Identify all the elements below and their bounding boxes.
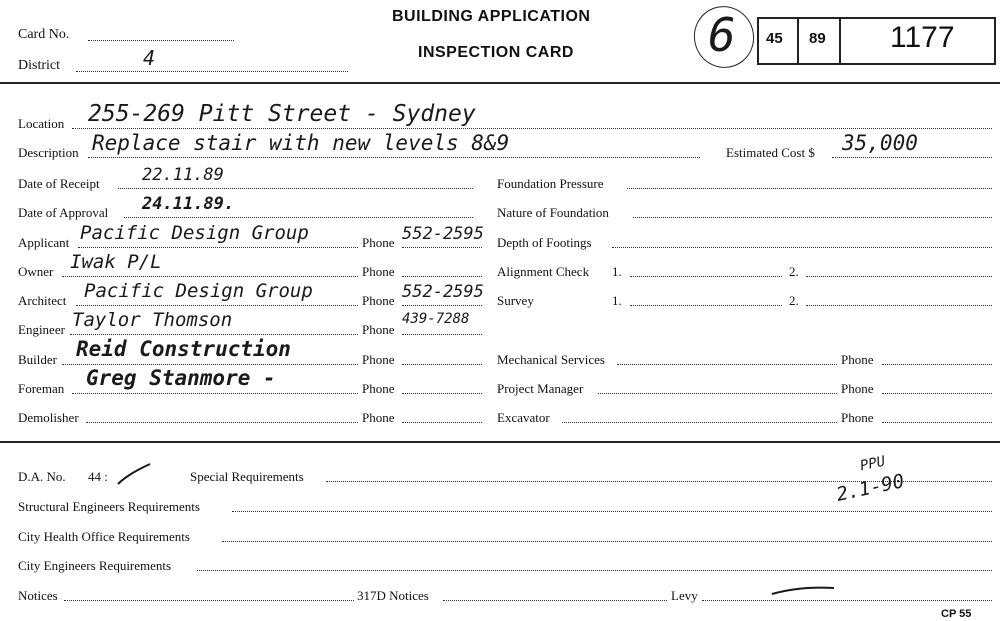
ppu-date: 2.1-90 [834,470,907,506]
builder-value: Reid Construction [76,337,291,361]
architect-field[interactable] [76,305,358,306]
levy-label: Levy [671,588,698,603]
box-card-number: 1177 [890,21,955,54]
foreman-phone-label: Phone [362,381,395,396]
foreman-field[interactable] [72,393,358,394]
notices-317d-field[interactable] [443,600,667,601]
survey-num-1: 1. [612,293,622,308]
special-requirements-label: Special Requirements [190,469,304,484]
nature-foundation-label: Nature of Foundation [497,205,609,220]
date-receipt-field[interactable] [118,188,473,189]
depth-footings-field[interactable] [612,247,992,248]
form-title-line2: INSPECTION CARD [418,44,574,61]
demolisher-phone-label: Phone [362,410,395,425]
estimated-cost-field[interactable] [832,157,992,158]
estimated-cost-label: Estimated Cost $ [726,145,815,160]
applicant-phone-label: Phone [362,235,395,250]
engineer-phone-label: Phone [362,322,395,337]
engineer-field[interactable] [70,334,358,335]
survey-label: Survey [497,293,534,308]
ppu-note: PPU [858,453,887,475]
applicant-field[interactable] [78,247,358,248]
architect-label: Architect [18,293,67,308]
survey-2-field[interactable] [806,305,992,306]
city-engineers-label: City Engineers Requirements [18,558,172,573]
architect-value: Pacific Design Group [84,280,313,302]
foreman-label: Foreman [18,381,65,396]
foundation-pressure-field[interactable] [627,188,992,189]
location-field[interactable] [72,128,992,129]
demolisher-label: Demolisher [18,410,79,425]
city-engineers-field[interactable] [197,570,992,571]
owner-field[interactable] [62,276,358,277]
applicant-label: Applicant [18,235,70,250]
engineer-phone-value: 439-7288 [402,311,470,327]
card-no-field[interactable] [88,40,234,41]
excavator-label: Excavator [497,410,550,425]
district-label: District [18,58,60,73]
details-rule [0,441,1000,443]
builder-phone-field[interactable] [402,364,482,365]
project-manager-phone-label: Phone [841,381,874,396]
applicant-phone-value: 552-2595 [402,224,484,244]
card-number-box [757,17,996,65]
mechanical-phone-label: Phone [841,352,874,367]
form-code: CP 55 [941,608,972,620]
description-label: Description [18,145,79,160]
alignment-num-1: 1. [612,264,622,279]
builder-label: Builder [18,352,57,367]
date-receipt-label: Date of Receipt [18,176,100,191]
form-title-line1: BUILDING APPLICATION [392,8,591,25]
header-rule [0,82,1000,84]
mechanical-label: Mechanical Services [497,352,605,367]
box-code-b: 89 [809,30,826,47]
box-code-a: 45 [766,30,783,47]
survey-1-field[interactable] [630,305,782,306]
da-no-label: D.A. No. [18,469,66,484]
health-label: City Health Office Requirements [18,529,190,544]
check-mark-icon [114,460,154,486]
structural-label: Structural Engineers Requirements [18,499,200,514]
owner-label: Owner [18,264,54,279]
depth-footings-label: Depth of Footings [497,235,592,250]
description-field[interactable] [88,157,700,158]
engineer-phone-field[interactable] [402,334,482,335]
location-value: 255-269 Pitt Street - Sydney [88,101,476,127]
district-field[interactable] [76,71,348,72]
project-manager-phone-field[interactable] [882,393,992,394]
excavator-field[interactable] [562,422,837,423]
applicant-value: Pacific Design Group [80,222,309,244]
estimated-cost-value: 35,000 [842,131,918,155]
health-field[interactable] [222,541,992,542]
alignment-check-2-field[interactable] [806,276,992,277]
mechanical-phone-field[interactable] [882,364,992,365]
description-value: Replace stair with new levels 8&9 [92,131,510,155]
notices-label: Notices [18,588,58,603]
architect-phone-label: Phone [362,293,395,308]
survey-num-2: 2. [789,293,799,308]
demolisher-phone-field[interactable] [402,422,482,423]
nature-foundation-field[interactable] [633,217,992,218]
project-manager-label: Project Manager [497,381,584,396]
demolisher-field[interactable] [86,422,358,423]
architect-phone-field[interactable] [402,305,482,306]
mechanical-field[interactable] [617,364,837,365]
box-divider [839,19,841,63]
engineer-value: Taylor Thomson [72,309,233,331]
architect-phone-value: 552-2595 [402,282,484,302]
alignment-check-1-field[interactable] [630,276,782,277]
box-divider [797,19,799,63]
foreman-value: Greg Stanmore - [86,366,276,390]
date-receipt-value: 22.11.89 [142,165,224,185]
location-label: Location [18,116,65,131]
builder-phone-label: Phone [362,352,395,367]
levy-field[interactable] [702,600,992,601]
alignment-check-label: Alignment Check [497,264,590,279]
circled-number: 6 [708,8,736,62]
owner-phone-field[interactable] [402,276,482,277]
levy-dash-mark [770,584,836,598]
da-no-value: 44 : [88,469,108,484]
structural-field[interactable] [232,511,992,512]
foreman-phone-field[interactable] [402,393,482,394]
builder-field[interactable] [62,364,358,365]
owner-value: Iwak P/L [70,251,162,273]
card-no-label: Card No. [18,27,70,42]
foundation-pressure-label: Foundation Pressure [497,176,604,191]
engineer-label: Engineer [18,322,65,337]
date-approval-label: Date of Approval [18,205,109,220]
district-value: 4 [143,46,156,70]
project-manager-field[interactable] [598,393,837,394]
excavator-phone-field[interactable] [882,422,992,423]
notices-317d-label: 317D Notices [357,588,429,603]
owner-phone-label: Phone [362,264,395,279]
date-approval-value: 24.11.89. [142,194,235,214]
date-approval-field[interactable] [124,217,473,218]
excavator-phone-label: Phone [841,410,874,425]
applicant-phone-field[interactable] [402,247,482,248]
alignment-num-2: 2. [789,264,799,279]
notices-field[interactable] [64,600,354,601]
